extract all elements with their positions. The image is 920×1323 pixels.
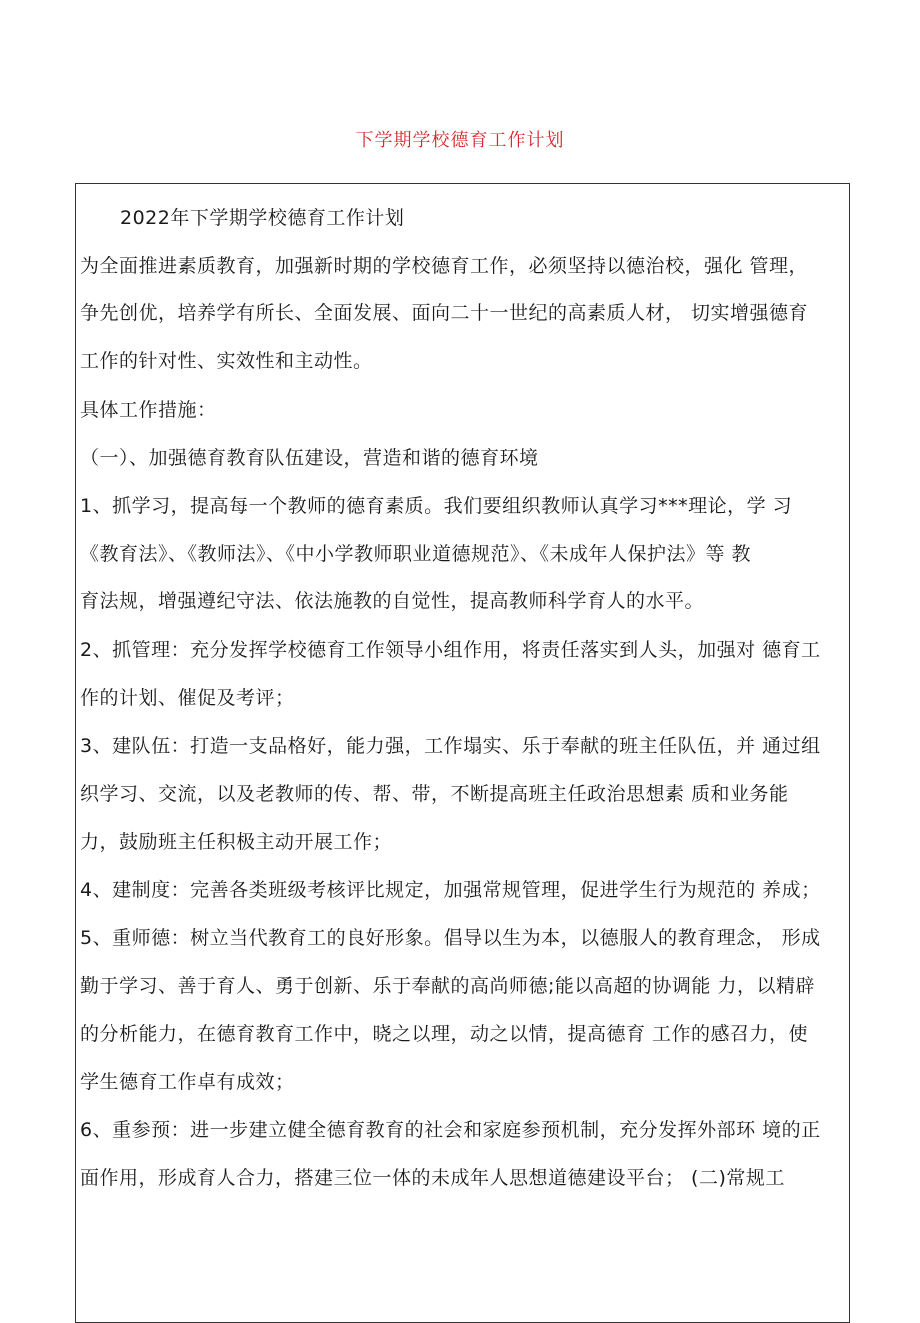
text-line: 勤于学习、善于育人、勇于创新、乐于奉献的高尚师德;能以高超的协调能 力，以精辟 [80, 975, 815, 997]
text-line: 4、建制度：完善各类班级考核评比规定，加强常规管理，促进学生行为规范的 养成； [80, 879, 821, 901]
text-line: 具体工作措施： [80, 399, 217, 421]
text-line: 3、建队伍：打造一支品格好，能力强，工作塌实、乐于奉献的班主任队伍，并 通过组 [80, 735, 821, 757]
text-line: 6、重参预：进一步建立健全德育教育的社会和家庭参预机制，充分发挥外部环 境的正 [80, 1119, 821, 1141]
text-line: 争先创优，培养学有所长、全面发展、面向二十一世纪的高素质人材， 切实增强德育 [80, 302, 809, 324]
text-line: 2、抓管理：充分发挥学校德育工作领导小组作用，将责任落实到人头，加强对 德育工 [80, 639, 821, 661]
text-line: 织学习、交流，以及老教师的传、帮、带，不断提高班主任政治思想素 质和业务能 [80, 783, 789, 805]
text-line: 1、抓学习，提高每一个教师的德育素质。我们要组织教师认真学习***理论，学 习 [80, 495, 793, 517]
page-title: 下学期学校德育工作计划 [355, 130, 565, 151]
text-line: 的分析能力，在德育教育工作中，晓之以理，动之以情，提高德育 工作的感召力，使 [80, 1023, 809, 1045]
text-line: 为全面推进素质教育，加强新时期的学校德育工作，必须坚持以德治校，强化 管理， [80, 255, 809, 277]
text-line: 《教育法》、《教师法》、《中小学教师职业道德规范》、《未成年人保护法》等 教 [80, 543, 752, 565]
text-line: 工作的针对性、实效性和主动性。 [80, 350, 373, 372]
text-line: 作的计划、催促及考评； [80, 687, 295, 709]
text-line: 5、重师德：树立当代教育工的良好形象。倡导以生为本，以德服人的教育理念， 形成 [80, 927, 821, 949]
text-line: 育法规，增强遵纪守法、依法施教的自觉性，提高教师科学育人的水平。 [80, 590, 705, 612]
section-heading: （一）、加强德育教育队伍建设，营造和谐的德育环境 [80, 447, 539, 469]
text-line: 面作用，形成育人合力，搭建三位一体的未成年人思想道德建设平台； (二)常规工 [80, 1167, 785, 1189]
content-box [75, 183, 850, 1323]
text-line: 力，鼓励班主任积极主动开展工作； [80, 831, 393, 853]
text-line: 学生德育工作卓有成效； [80, 1071, 295, 1093]
text-line-subtitle: 2022年下学期学校德育工作计划 [120, 207, 405, 229]
